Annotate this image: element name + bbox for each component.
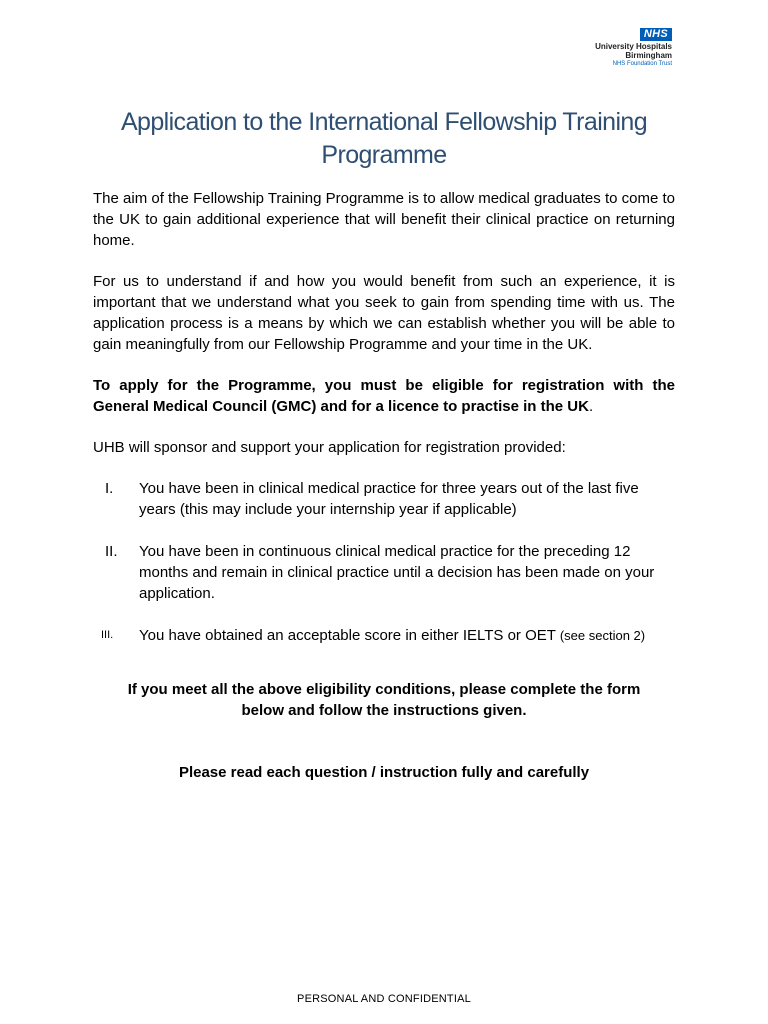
list-marker: II. bbox=[105, 543, 118, 560]
eligibility-paragraph bbox=[93, 375, 675, 417]
confidential-footer: PERSONAL AND CONFIDENTIAL bbox=[297, 993, 471, 1005]
instruction-line: Please read each question / instruction fully and carefully bbox=[178, 764, 590, 781]
list-item bbox=[93, 541, 675, 604]
closing-line-1: If you meet all the above eligibility conditions, please complete the form bbox=[127, 681, 641, 698]
list-marker: I. bbox=[105, 480, 114, 497]
list-item bbox=[93, 625, 675, 646]
conditions-list bbox=[93, 478, 675, 646]
purpose-paragraph: For us to understand if and how you would benefit from such an experience, it is important that we understand what you seek to gain from spending time with us. The application process is a means by which we can establish whether you will be able to gain meaningfully from our Fellowship Programme and your time in the UK. bbox=[93, 273, 675, 353]
document-body bbox=[93, 188, 675, 783]
logo-line-1: University Hospitals bbox=[595, 42, 672, 51]
logo-line-3: NHS Foundation Trust bbox=[612, 61, 672, 67]
title-line-1: Application to the International Fellowship Training bbox=[120, 108, 648, 136]
eligibility-statement: To apply for the Programme, you must be eligible for registration with the General Medical Council (GMC) and for a licence to practise in the UK bbox=[93, 377, 675, 415]
condition-text: You have obtained an acceptable score in either IELTS or OET bbox=[139, 627, 556, 644]
closing-line-2: below and follow the instructions given. bbox=[241, 702, 527, 719]
condition-note: (see section 2) bbox=[559, 628, 646, 643]
condition-text: You have been in continuous clinical medical practice for the preceding 12 months and remain in clinical practice until a decision has been made on your application. bbox=[139, 543, 655, 602]
page-title bbox=[96, 106, 672, 172]
list-marker: III. bbox=[101, 629, 114, 641]
eligibility-period: . bbox=[588, 398, 594, 415]
sponsor-paragraph: UHB will sponsor and support your application for registration provided: bbox=[93, 439, 566, 456]
condition-text: You have been in clinical medical practice for three years out of the last five years (this may include your internship year if applicable) bbox=[139, 480, 639, 518]
intro-paragraph: The aim of the Fellowship Training Programme is to allow medical graduates to come to the UK to gain additional experience that will benefit their clinical practice on returning home. bbox=[93, 190, 675, 249]
list-item bbox=[93, 478, 675, 520]
logo-line-2: Birmingham bbox=[625, 51, 672, 60]
nhs-badge: NHS bbox=[640, 28, 672, 41]
title-line-2: Programme bbox=[321, 141, 447, 169]
nhs-logo bbox=[572, 24, 672, 68]
